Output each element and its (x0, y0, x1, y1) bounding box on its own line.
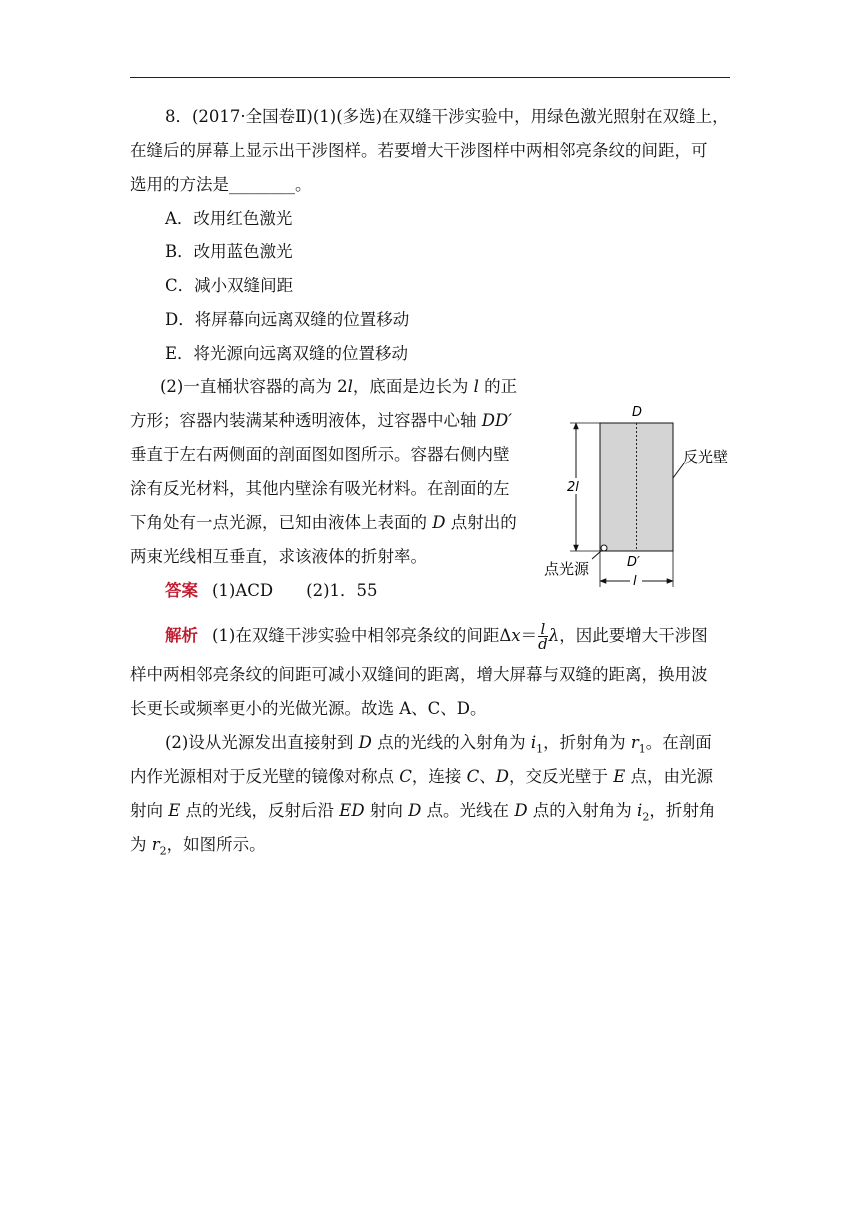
option-e: E．将光源向远离双缝的位置移动 (165, 344, 409, 363)
fraction-l-over-d: $\frac{l}{d}$ (538, 620, 548, 653)
container-diagram (530, 396, 750, 596)
option-c: C．减小双缝间距 (165, 276, 294, 295)
point-source (601, 545, 607, 551)
label-d-prime: D′ (627, 555, 640, 570)
label-d: D (632, 405, 643, 420)
option-d: D．将屏幕向远离双缝的位置移动 (165, 310, 410, 329)
analysis-line-5: 内作光源相对于反光壁的镜像对称点 C，连接 C、D，交反光壁于 E 点，由光源 (130, 767, 714, 786)
label-2l: 2l (567, 480, 579, 495)
part2-line-6: 两束光线相互垂直，求该液体的折射率。 (130, 547, 427, 566)
label-reflective-wall: 反光壁 (683, 448, 729, 466)
analysis-line-4: (2)设从光源发出直接射到 D 点的光线的入射角为 $i_1$，折射角为 $r_1$。在剖面 (165, 733, 712, 756)
analysis-line-3: 长更长或频率更小的光做光源。故选 A、C、D。 (130, 699, 487, 718)
analysis-line-1: 解析 (1)在双缝干涉实验中相邻亮条纹的间距Δx＝ $\frac{l}{d}$ λ，因此要增大干涉图 (165, 620, 708, 653)
part2-line-4: 涂有反光材料，其他内壁涂有吸光材料。在剖面的左 (130, 479, 510, 498)
question-line-1: 8．(2017·全国卷Ⅱ)(1)(多选)在双缝干涉实验中，用绿色激光照射在双缝上， (165, 107, 729, 126)
option-b: B．改用蓝色激光 (165, 242, 293, 261)
part2-line-5: 下角处有一点光源，已知由液体上表面的 D 点射出的 (130, 513, 517, 532)
answer-line (165, 580, 378, 602)
answer-label: 答案 (165, 581, 198, 600)
part2-line-1: (2)一直桶状容器的高为 2l，底面是边长为 l 的正 (160, 377, 518, 396)
option-a: A．改用红色激光 (165, 209, 293, 228)
answer-text: (1)ACD (2)1．55 (212, 581, 378, 600)
part2-line-3: 垂直于左右两侧面的剖面图如图所示。容器右侧内壁 (130, 445, 510, 464)
part2-line-2: 方形；容器内装满某种透明液体，过容器中心轴 DD′ (130, 411, 512, 430)
question-line-2: 在缝后的屏幕上显示出干涉图样。若要增大干涉图样中两相邻亮条纹的间距，可 (130, 141, 708, 160)
analysis-line-7: 为 $r_2$，如图所示。 (130, 835, 266, 858)
analysis-label: 解析 (165, 626, 198, 645)
label-l: l (633, 574, 637, 589)
label-point-source: 点光源 (544, 560, 590, 578)
question-line-3: 选用的方法是________。 (130, 175, 312, 194)
analysis-line-6: 射向 E 点的光线，反射后沿 ED 射向 D 点。光线在 D 点的入射角为 $i_2$，折射角 (130, 801, 716, 824)
analysis-line-2: 样中两相邻亮条纹的间距可减小双缝间的距离，增大屏幕与双缝的距离，换用波 (130, 665, 708, 684)
header-rule (130, 77, 730, 78)
